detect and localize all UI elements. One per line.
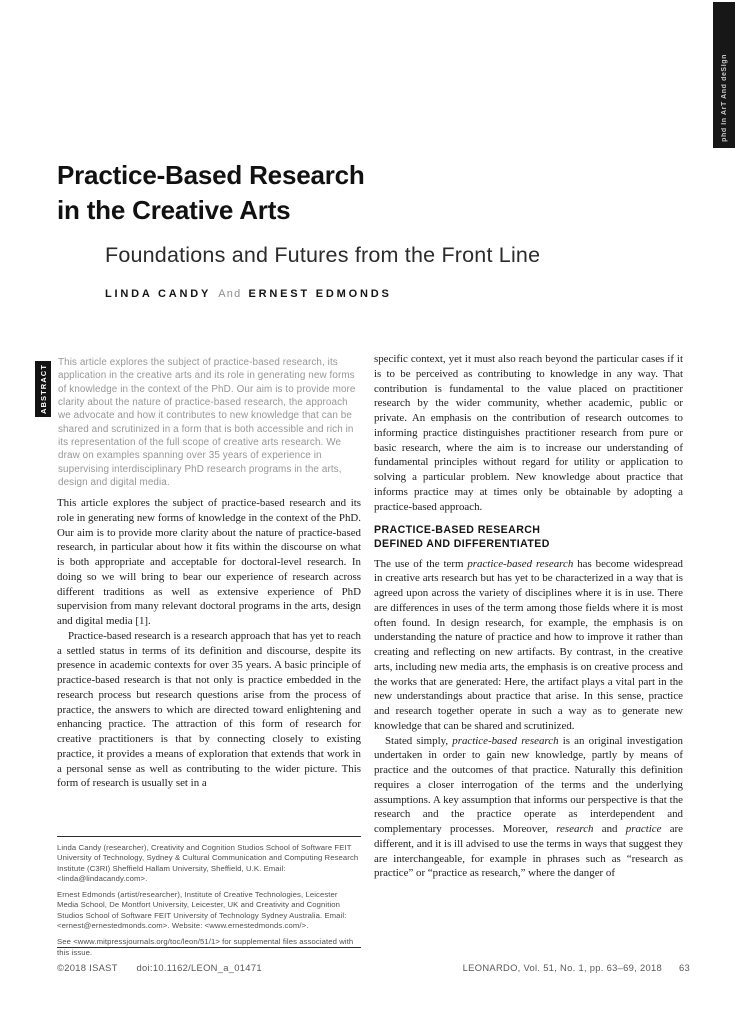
paragraph: specific context, yet it must also reach beyond the particular cases if it is to be perceived as contributing to knowledge in any way. That contribution is fundamental to the value placed on practitioner research by the wider community, whether academic, public or private. An emphasis on the contribution of research outcomes to informing practice distinguishes practitioner research from pure or basic research, where the aim is to increase our understanding of fundamental principles without regard for utility or application to solving a particular problem. New knowledge about practice that informs practice may at times only be obtainable by adopting a practice-based approach.	[374, 353, 683, 513]
footnote-rule-bottom	[57, 947, 361, 948]
footnote-rule-top	[57, 836, 361, 837]
page-title	[57, 158, 365, 228]
abstract-label	[35, 361, 51, 417]
section-heading	[374, 523, 683, 551]
authors-line	[105, 288, 392, 300]
section-tab	[713, 2, 735, 148]
section-heading-line-1: PRACTICE-BASED RESEARCH	[374, 524, 541, 537]
footer-right	[374, 962, 690, 973]
right-column-body	[374, 557, 683, 882]
doi: doi:10.1162/LEON_a_01471	[136, 962, 262, 973]
section-tab-label: phd In ArT And deSIgn	[720, 54, 728, 142]
footnotes	[57, 843, 361, 964]
paragraph: This article explores the subject of practice-based research and its role in generating new forms of knowledge in the context of the PhD. Our aim is to provide more clarity about the nature of practice-based research, in particular about how it fits within the discourse on what is both appropriate and acceptable for doctoral-level research. In doing so we will bring to bear our experience of research across different traditions as well as extensive experience of PhD supervision from many relevant doctoral programs in the arts, design and digital media [1].	[57, 497, 361, 627]
title-line-2: in the Creative Arts	[57, 195, 291, 225]
right-column-intro	[374, 352, 683, 514]
title-line-1: Practice-Based Research	[57, 160, 365, 190]
right-column	[374, 352, 683, 881]
paragraph: Linda Candy (researcher), Creativity and Cognition Studios School of Software FEIT University of Technology, Sydney & Cultural Communication and Computing Research Institute (C3RI) Sheffield Hallam University, Sheffield, U.K. Email: <linda@lindacandy.com>.	[57, 843, 359, 883]
paragraph: Practice-based research is a research approach that has yet to reach a settled status in terms of its definition and discourse, despite its presence in academic contexts for over 35 years. A basic principle of practice-based research is that not only is practice embedded in the research process but research questions arise from the process of practice, the answers to which are directed toward enlightening and enhancing practice. The attraction of this form of research for creative practitioners is that by connecting closely to existing practice, it provides a means of exploration that extends that work in a personal sense as well as contributing to the wider picture. This form of research is usually set in a	[57, 629, 361, 790]
footer-left	[57, 962, 262, 973]
abstract-label-text: ABSTRACT	[38, 363, 48, 415]
paragraph: Ernest Edmonds (artist/researcher), Institute of Creative Technologies, Leicester Media School, De Montfort University, Leicester, UK and Creativity and Cognition Studios School of Software FEIT University of Technology Sydney Australia. Email: <ernest@ernestedmonds.com>. Website: <www.ernestedmonds.com/>.	[57, 890, 347, 931]
subtitle: Foundations and Futures from the Front Line	[105, 243, 541, 267]
author-connector: And	[218, 288, 242, 300]
paragraph: The use of the term practice-based research has become widespread in creative arts research but has yet to be characterized in a way that is agreed upon across the variety of disciplines where it is in use. There are differences in uses of the term among those fields where it is most often found. In design research, for example, the emphasis is on understanding the nature of practice and how to improve it rather than creating and reflecting on new artifacts. By contrast, in the creative arts, including new media arts, the emphasis is on creative process and the works that are generated: Here, the artifact plays a vital part in the new understandings about practice that arise. In this sense, practice and research together operate in such a way as to generate new knowledge that can be shared and scrutinized.	[374, 557, 683, 732]
page-number: 63	[678, 962, 690, 973]
copyright: ©2018 ISAST	[57, 962, 118, 973]
section-heading-line-2: DEFINED AND DIFFERENTIATED	[374, 538, 550, 551]
author-2: ERNEST EDMONDS	[248, 288, 392, 300]
author-1: LINDA CANDY	[105, 288, 212, 300]
journal-reference: LEONARDO, Vol. 51, No. 1, pp. 63–69, 2018	[462, 962, 663, 973]
paragraph: Stated simply, practice-based research is an original investigation undertaken in order to gain new knowledge, partly by means of practice and the outcomes of that practice. Naturally this definition requires a closer interrogation of the terms and the underlying assumptions. A key assumption that informs our perspective is that the research and the practice operate as interdependent and complementary processes. Moreover, research and practice are different, and it is ill advised to use the terms in ways that suggest they are interchangeable, for example in phrases such as “research as practice” or “practice as research,” where the danger of	[374, 734, 684, 880]
abstract-text: This article explores the subject of practice-based research, its application in the creative arts and its role in generating new forms of knowledge in the context of the PhD. Our aim is to provide more clarity about the nature of practice-based research, the approach we advocate and how it contributes to new knowledge that can be shared and scrutinized in a form that is both accessible and rich in its representation of the full scope of creative arts research. We draw on examples spanning over 35 years of experience in supervising interdisciplinary PhD research programs in the arts, design and digital media.	[58, 357, 356, 489]
paragraph: See <www.mitpressjournals.org/toc/leon/51/1> for supplemental files associated with this issue.	[57, 937, 354, 957]
left-column-body	[57, 496, 361, 791]
